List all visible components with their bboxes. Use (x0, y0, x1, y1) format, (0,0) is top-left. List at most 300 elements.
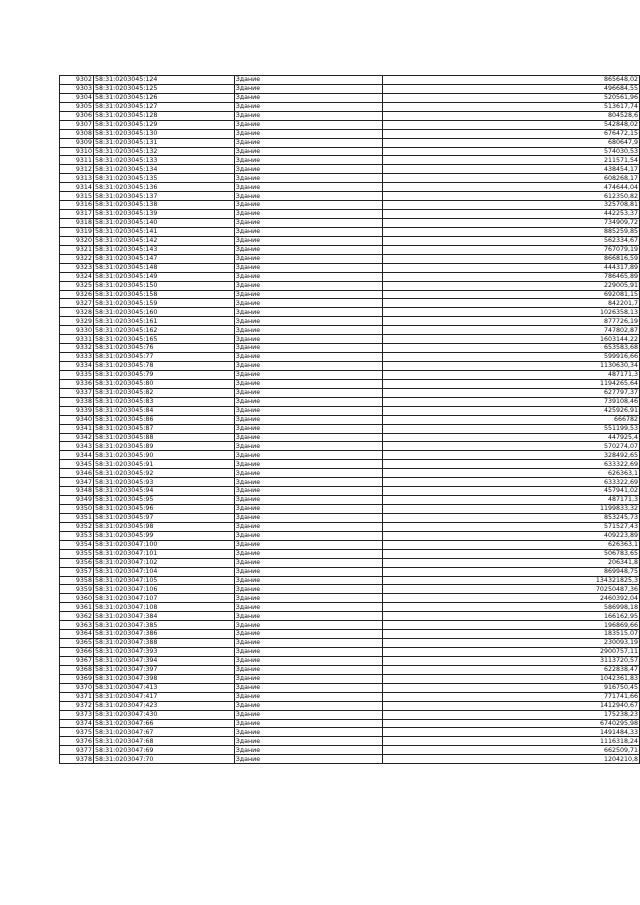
row-number: 9328 (60, 308, 94, 317)
cadastral-value: 520561,96 (383, 93, 640, 102)
cadastral-number: 58:31:0203045:86 (93, 415, 234, 424)
row-number: 9330 (60, 326, 94, 335)
row-number: 9340 (60, 415, 94, 424)
object-type: Здание (234, 156, 383, 165)
object-type: Здание (234, 424, 383, 433)
cadastral-value: 551199,53 (383, 424, 640, 433)
object-type: Здание (234, 531, 383, 540)
cadastral-number: 58:31:0203045:77 (93, 353, 234, 362)
object-type: Здание (234, 129, 383, 138)
object-type: Здание (234, 102, 383, 111)
table-row (60, 433, 640, 442)
cadastral-value: 747802,87 (383, 326, 640, 335)
cadastral-number: 58:31:0203045:83 (93, 397, 234, 406)
table-row (60, 111, 640, 120)
row-number: 9361 (60, 603, 94, 612)
cadastral-value: 570274,07 (383, 442, 640, 451)
cadastral-number: 58:31:0203047:430 (93, 710, 234, 719)
row-number: 9311 (60, 156, 94, 165)
object-type: Здание (234, 442, 383, 451)
cadastral-number: 58:31:0203045:147 (93, 254, 234, 263)
cadastral-value: 328492,65 (383, 451, 640, 460)
row-number: 9365 (60, 639, 94, 648)
cadastral-number: 58:31:0203045:140 (93, 219, 234, 228)
table-row (60, 746, 640, 755)
object-type: Здание (234, 585, 383, 594)
object-type: Здание (234, 648, 383, 657)
cadastral-value: 211571,54 (383, 156, 640, 165)
row-number: 9350 (60, 505, 94, 514)
row-number: 9352 (60, 522, 94, 531)
table-row (60, 147, 640, 156)
object-type: Здание (234, 737, 383, 746)
cadastral-number: 58:31:0203045:148 (93, 263, 234, 272)
cadastral-value: 175238,23 (383, 710, 640, 719)
cadastral-number: 58:31:0203045:129 (93, 120, 234, 129)
object-type: Здание (234, 460, 383, 469)
table-row (60, 326, 640, 335)
table-row (60, 585, 640, 594)
cadastral-value: 444317,89 (383, 263, 640, 272)
cadastral-number: 58:31:0203045:141 (93, 227, 234, 236)
row-number: 9362 (60, 612, 94, 621)
object-type: Здание (234, 478, 383, 487)
object-type: Здание (234, 522, 383, 531)
cadastral-value: 692081,15 (383, 290, 640, 299)
cadastral-number: 58:31:0203047:67 (93, 728, 234, 737)
object-type: Здание (234, 630, 383, 639)
row-number: 9314 (60, 183, 94, 192)
object-type: Здание (234, 227, 383, 236)
cadastral-value: 633322,69 (383, 460, 640, 469)
cadastral-number: 58:31:0203045:127 (93, 102, 234, 111)
object-type: Здание (234, 317, 383, 326)
object-type: Здание (234, 138, 383, 147)
row-number: 9313 (60, 174, 94, 183)
cadastral-value: 70250487,36 (383, 585, 640, 594)
object-type: Здание (234, 755, 383, 764)
cadastral-number: 58:31:0203047:385 (93, 621, 234, 630)
cadastral-number: 58:31:0203045:125 (93, 84, 234, 93)
cadastral-value: 574030,53 (383, 147, 640, 156)
row-number: 9359 (60, 585, 94, 594)
row-number: 9322 (60, 254, 94, 263)
table-row (60, 460, 640, 469)
cadastral-value: 916750,45 (383, 683, 640, 692)
object-type: Здание (234, 692, 383, 701)
table-row (60, 317, 640, 326)
cadastral-number: 58:31:0203045:136 (93, 183, 234, 192)
object-type: Здание (234, 281, 383, 290)
cadastral-value: 866816,59 (383, 254, 640, 263)
object-type: Здание (234, 219, 383, 228)
cadastral-value: 680647,9 (383, 138, 640, 147)
row-number: 9312 (60, 165, 94, 174)
cadastral-value: 869948,75 (383, 567, 640, 576)
cadastral-value: 1491484,33 (383, 728, 640, 737)
object-type: Здание (234, 353, 383, 362)
table-row (60, 531, 640, 540)
cadastral-number: 58:31:0203045:89 (93, 442, 234, 451)
cadastral-value: 183515,07 (383, 630, 640, 639)
table-row (60, 192, 640, 201)
cadastral-number: 58:31:0203047:106 (93, 585, 234, 594)
object-type: Здание (234, 299, 383, 308)
table-row (60, 254, 640, 263)
cadastral-number: 58:31:0203045:87 (93, 424, 234, 433)
cadastral-value: 409223,89 (383, 531, 640, 540)
object-type: Здание (234, 111, 383, 120)
cadastral-number: 58:31:0203045:161 (93, 317, 234, 326)
cadastral-value: 2460392,04 (383, 594, 640, 603)
cadastral-number: 58:31:0203045:99 (93, 531, 234, 540)
cadastral-number: 58:31:0203045:162 (93, 326, 234, 335)
object-type: Здание (234, 487, 383, 496)
table-row (60, 612, 640, 621)
cadastral-value: 842201,7 (383, 299, 640, 308)
cadastral-value: 626363,1 (383, 469, 640, 478)
cadastral-number: 58:31:0203045:98 (93, 522, 234, 531)
row-number: 9303 (60, 84, 94, 93)
row-number: 9351 (60, 513, 94, 522)
cadastral-number: 58:31:0203045:130 (93, 129, 234, 138)
table-row (60, 630, 640, 639)
cadastral-number: 58:31:0203045:90 (93, 451, 234, 460)
object-type: Здание (234, 451, 383, 460)
object-type: Здание (234, 362, 383, 371)
object-type: Здание (234, 308, 383, 317)
row-number: 9321 (60, 245, 94, 254)
row-number: 9339 (60, 406, 94, 415)
cadastral-number: 58:31:0203047:107 (93, 594, 234, 603)
cadastral-number: 58:31:0203047:70 (93, 755, 234, 764)
cadastral-number: 58:31:0203045:126 (93, 93, 234, 102)
row-number: 9332 (60, 344, 94, 353)
cadastral-number: 58:31:0203045:165 (93, 335, 234, 344)
table-row (60, 174, 640, 183)
row-number: 9329 (60, 317, 94, 326)
table-row (60, 540, 640, 549)
cadastral-number: 58:31:0203047:69 (93, 746, 234, 755)
cadastral-value: 3113720,57 (383, 656, 640, 665)
cadastral-value: 487171,3 (383, 370, 640, 379)
row-number: 9376 (60, 737, 94, 746)
cadastral-value: 447925,4 (383, 433, 640, 442)
cadastral-number: 58:31:0203045:135 (93, 174, 234, 183)
cadastral-number: 58:31:0203047:413 (93, 683, 234, 692)
cadastral-value: 496684,55 (383, 84, 640, 93)
cadastral-value: 885259,85 (383, 227, 640, 236)
cadastral-number: 58:31:0203045:143 (93, 245, 234, 254)
cadastral-value: 325708,81 (383, 201, 640, 210)
object-type: Здание (234, 254, 383, 263)
object-type: Здание (234, 558, 383, 567)
cadastral-value: 786465,89 (383, 272, 640, 281)
cadastral-value: 1130630,34 (383, 362, 640, 371)
object-type: Здание (234, 496, 383, 505)
cadastral-value: 676472,15 (383, 129, 640, 138)
table-row (60, 201, 640, 210)
object-type: Здание (234, 406, 383, 415)
cadastral-value: 771741,66 (383, 692, 640, 701)
row-number: 9325 (60, 281, 94, 290)
cadastral-value: 457941,02 (383, 487, 640, 496)
cadastral-number: 58:31:0203045:80 (93, 379, 234, 388)
object-type: Здание (234, 433, 383, 442)
row-number: 9364 (60, 630, 94, 639)
table-row (60, 719, 640, 728)
row-number: 9373 (60, 710, 94, 719)
cadastral-number: 58:31:0203045:142 (93, 236, 234, 245)
table-row (60, 451, 640, 460)
cadastral-value: 608268,17 (383, 174, 640, 183)
object-type: Здание (234, 165, 383, 174)
cadastral-number: 58:31:0203045:95 (93, 496, 234, 505)
cadastral-number: 58:31:0203045:149 (93, 272, 234, 281)
table-row (60, 478, 640, 487)
row-number: 9326 (60, 290, 94, 299)
table-row (60, 397, 640, 406)
cadastral-value: 853245,73 (383, 513, 640, 522)
object-type: Здание (234, 210, 383, 219)
object-type: Здание (234, 183, 383, 192)
cadastral-number: 58:31:0203045:133 (93, 156, 234, 165)
cadastral-number: 58:31:0203045:82 (93, 388, 234, 397)
cadastral-number: 58:31:0203045:139 (93, 210, 234, 219)
row-number: 9334 (60, 362, 94, 371)
cadastral-number: 58:31:0203047:393 (93, 648, 234, 657)
row-number: 9302 (60, 76, 94, 85)
row-number: 9371 (60, 692, 94, 701)
cadastral-number: 58:31:0203047:398 (93, 674, 234, 683)
row-number: 9363 (60, 621, 94, 630)
cadastral-value: 542848,02 (383, 120, 640, 129)
row-number: 9370 (60, 683, 94, 692)
cadastral-value: 487171,3 (383, 496, 640, 505)
cadastral-number: 58:31:0203045:160 (93, 308, 234, 317)
row-number: 9318 (60, 219, 94, 228)
table-row (60, 710, 640, 719)
table-row (60, 165, 640, 174)
cadastral-value: 1116318,24 (383, 737, 640, 746)
table-row (60, 299, 640, 308)
records-table-body (60, 76, 640, 764)
cadastral-value: 653583,68 (383, 344, 640, 353)
cadastral-value: 767079,19 (383, 245, 640, 254)
row-number: 9347 (60, 478, 94, 487)
object-type: Здание (234, 397, 383, 406)
cadastral-number: 58:31:0203047:66 (93, 719, 234, 728)
cadastral-number: 58:31:0203047:386 (93, 630, 234, 639)
object-type: Здание (234, 621, 383, 630)
table-row (60, 656, 640, 665)
cadastral-value: 1026358,13 (383, 308, 640, 317)
row-number: 9357 (60, 567, 94, 576)
cadastral-value: 1603144,22 (383, 335, 640, 344)
table-row (60, 513, 640, 522)
table-row (60, 335, 640, 344)
object-type: Здание (234, 370, 383, 379)
table-row (60, 567, 640, 576)
row-number: 9367 (60, 656, 94, 665)
row-number: 9358 (60, 576, 94, 585)
table-row (60, 219, 640, 228)
object-type: Здание (234, 245, 383, 254)
table-row (60, 272, 640, 281)
cadastral-value: 1199833,32 (383, 505, 640, 514)
cadastral-value: 474644,04 (383, 183, 640, 192)
row-number: 9346 (60, 469, 94, 478)
cadastral-value: 438454,17 (383, 165, 640, 174)
table-row (60, 93, 640, 102)
cadastral-number: 58:31:0203045:93 (93, 478, 234, 487)
object-type: Здание (234, 335, 383, 344)
object-type: Здание (234, 710, 383, 719)
row-number: 9306 (60, 111, 94, 120)
row-number: 9377 (60, 746, 94, 755)
table-row (60, 549, 640, 558)
table-row (60, 558, 640, 567)
table-row (60, 728, 640, 737)
table-row (60, 737, 640, 746)
cadastral-number: 58:31:0203047:423 (93, 701, 234, 710)
table-row (60, 496, 640, 505)
object-type: Здание (234, 665, 383, 674)
row-number: 9310 (60, 147, 94, 156)
cadastral-value: 662509,71 (383, 746, 640, 755)
cadastral-value: 230093,19 (383, 639, 640, 648)
cadastral-value: 166162,95 (383, 612, 640, 621)
cadastral-value: 804528,6 (383, 111, 640, 120)
object-type: Здание (234, 683, 383, 692)
table-row (60, 424, 640, 433)
object-type: Здание (234, 746, 383, 755)
table-row (60, 674, 640, 683)
cadastral-value: 739108,46 (383, 397, 640, 406)
table-row (60, 245, 640, 254)
row-number: 9375 (60, 728, 94, 737)
object-type: Здание (234, 192, 383, 201)
object-type: Здание (234, 719, 383, 728)
object-type: Здание (234, 272, 383, 281)
row-number: 9355 (60, 549, 94, 558)
row-number: 9368 (60, 665, 94, 674)
cadastral-value: 586998,18 (383, 603, 640, 612)
object-type: Здание (234, 469, 383, 478)
object-type: Здание (234, 513, 383, 522)
object-type: Здание (234, 728, 383, 737)
table-row (60, 120, 640, 129)
object-type: Здание (234, 201, 383, 210)
object-type: Здание (234, 388, 383, 397)
cadastral-value: 571527,43 (383, 522, 640, 531)
row-number: 9378 (60, 755, 94, 764)
cadastral-number: 58:31:0203045:78 (93, 362, 234, 371)
table-row (60, 129, 640, 138)
table-row (60, 692, 640, 701)
cadastral-value: 622838,47 (383, 665, 640, 674)
table-row (60, 102, 640, 111)
cadastral-number: 58:31:0203045:79 (93, 370, 234, 379)
object-type: Здание (234, 612, 383, 621)
row-number: 9341 (60, 424, 94, 433)
cadastral-value: 562334,67 (383, 236, 640, 245)
object-type: Здание (234, 326, 383, 335)
table-row (60, 469, 640, 478)
cadastral-number: 58:31:0203047:104 (93, 567, 234, 576)
cadastral-value: 666782 (383, 415, 640, 424)
row-number: 9305 (60, 102, 94, 111)
row-number: 9319 (60, 227, 94, 236)
cadastral-value: 734909,72 (383, 219, 640, 228)
table-row (60, 344, 640, 353)
object-type: Здание (234, 84, 383, 93)
table-row (60, 701, 640, 710)
cadastral-value: 1412940,67 (383, 701, 640, 710)
row-number: 9333 (60, 353, 94, 362)
object-type: Здание (234, 76, 383, 85)
object-type: Здание (234, 147, 383, 156)
object-type: Здание (234, 540, 383, 549)
object-type: Здание (234, 567, 383, 576)
cadastral-value: 599916,66 (383, 353, 640, 362)
table-row (60, 156, 640, 165)
row-number: 9338 (60, 397, 94, 406)
cadastral-number: 58:31:0203045:76 (93, 344, 234, 353)
cadastral-number: 58:31:0203045:159 (93, 299, 234, 308)
cadastral-number: 58:31:0203045:91 (93, 460, 234, 469)
object-type: Здание (234, 263, 383, 272)
table-row (60, 227, 640, 236)
cadastral-number: 58:31:0203045:84 (93, 406, 234, 415)
cadastral-number: 58:31:0203045:97 (93, 513, 234, 522)
cadastral-value: 1194265,64 (383, 379, 640, 388)
cadastral-number: 58:31:0203047:68 (93, 737, 234, 746)
cadastral-value: 1042361,83 (383, 674, 640, 683)
row-number: 9327 (60, 299, 94, 308)
row-number: 9336 (60, 379, 94, 388)
cadastral-number: 58:31:0203045:88 (93, 433, 234, 442)
object-type: Здание (234, 415, 383, 424)
object-type: Здание (234, 639, 383, 648)
row-number: 9349 (60, 496, 94, 505)
object-type: Здание (234, 656, 383, 665)
cadastral-number: 58:31:0203045:124 (93, 76, 234, 85)
cadastral-value: 229005,91 (383, 281, 640, 290)
object-type: Здание (234, 93, 383, 102)
table-row (60, 639, 640, 648)
cadastral-number: 58:31:0203045:150 (93, 281, 234, 290)
row-number: 9323 (60, 263, 94, 272)
table-row (60, 370, 640, 379)
cadastral-number: 58:31:0203047:101 (93, 549, 234, 558)
table-row (60, 138, 640, 147)
row-number: 9337 (60, 388, 94, 397)
row-number: 9354 (60, 540, 94, 549)
table-row (60, 183, 640, 192)
cadastral-value: 506783,65 (383, 549, 640, 558)
table-row (60, 621, 640, 630)
cadastral-value: 633322,69 (383, 478, 640, 487)
cadastral-number: 58:31:0203045:132 (93, 147, 234, 156)
cadastral-number: 58:31:0203047:388 (93, 639, 234, 648)
cadastral-value: 865648,02 (383, 76, 640, 85)
object-type: Здание (234, 120, 383, 129)
object-type: Здание (234, 603, 383, 612)
row-number: 9360 (60, 594, 94, 603)
table-row (60, 603, 640, 612)
object-type: Здание (234, 701, 383, 710)
